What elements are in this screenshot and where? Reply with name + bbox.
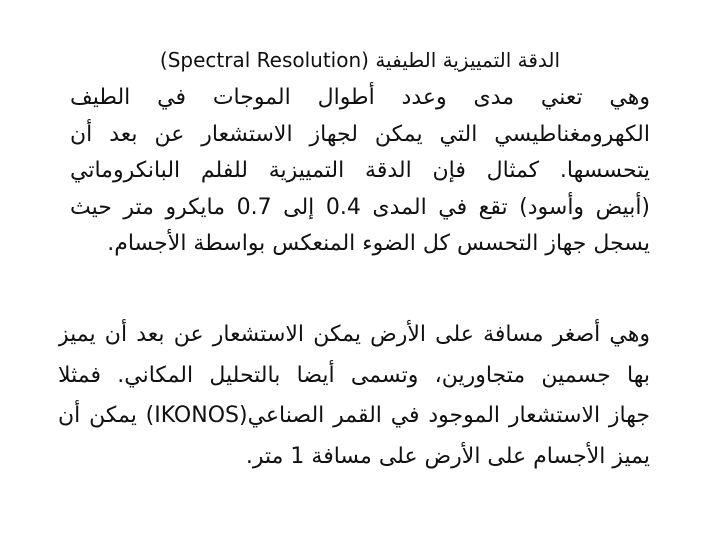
paragraph-line: جهاز الاستشعار الموجود في القمر الصناعي(IKONOS) يمكن أن bbox=[58, 403, 650, 428]
paragraph-line: وهي أصغر مسافة على الأرض يمكن الاستشعار عن بعد أن يميز bbox=[58, 322, 650, 347]
paragraph-line: الكهرومغناطيسي التي يمكن لجهاز الاستشعار عن بعد أن bbox=[70, 121, 650, 147]
paragraph-line: بها جسمين متجاورين، وتسمى أيضا بالتحليل المكاني. فمثلا bbox=[58, 362, 650, 388]
paragraph-line: وهي تعني مدى وعدد أطوال الموجات في الطيف bbox=[70, 85, 650, 110]
paragraph-spatial-resolution bbox=[58, 315, 650, 477]
paragraph-line: (أبيض وأسود) تقع في المدى 0.4 إلى 0.7 مايكرو متر حيث bbox=[70, 194, 650, 220]
paragraph-line: يميز الأجسام على الأرض على مسافة 1 متر. bbox=[245, 443, 650, 469]
paragraph-line: يتحسسها. كمثال فإن الدقة التمييزية للفلم البانكروماتي bbox=[70, 158, 650, 183]
paragraph-line: يسجل جهاز التحسس كل الضوء المنعكس بواسطة الأجسام. bbox=[107, 231, 650, 256]
slide-title: الدقة التمييزية الطيفية (Spectral Resolution) bbox=[159, 48, 561, 72]
paragraph-spectral-resolution bbox=[70, 80, 650, 263]
